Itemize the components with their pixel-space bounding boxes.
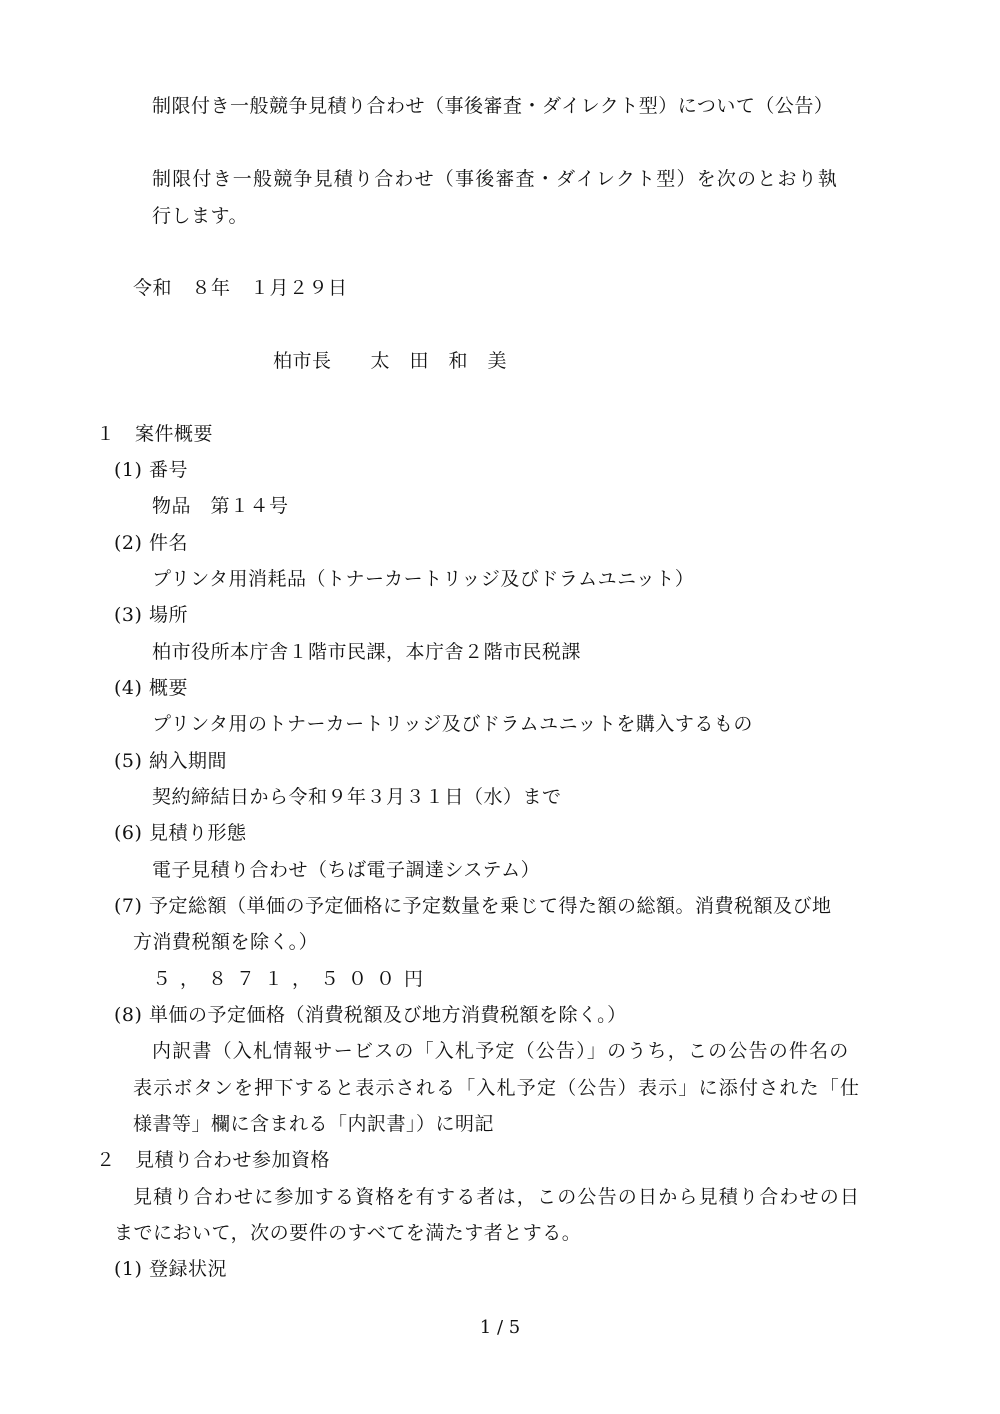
intro-line-2: 行します。	[152, 205, 248, 227]
section-2-heading: ２ 見積り合わせ参加資格	[96, 1149, 331, 1171]
page-number: 1 / 5	[479, 1317, 521, 1338]
document-title: 制限付き一般競争見積り合わせ（事後審査・ダイレクト型）について（公告）	[152, 95, 834, 117]
item-8-body-2: 表示ボタンを押下すると表示される「入札予定（公告）表示」に添付された「仕	[133, 1077, 861, 1099]
notice-date: 令和 ８年 １月２９日	[133, 277, 348, 299]
signatory: 柏市長 太 田 和 美	[273, 350, 508, 372]
item-3-label: (3) 場所	[114, 604, 188, 626]
item-6-label: (6) 見積り形態	[114, 822, 247, 844]
item-1-label: (1) 番号	[114, 459, 188, 481]
section-1-heading: １ 案件概要	[96, 423, 214, 445]
intro-line-1: 制限付き一般競争見積り合わせ（事後審査・ダイレクト型）を次のとおり執	[152, 168, 839, 190]
item-4-label: (4) 概要	[114, 677, 188, 699]
item-2-label: (2) 件名	[114, 532, 188, 554]
item-7-label: (7) 予定総額（単価の予定価格に予定数量を乗じて得た額の総額。消費税額及び地	[114, 895, 832, 917]
item-8-body-1: 内訳書（入札情報サービスの「入札予定（公告）」のうち，この公告の件名の	[152, 1040, 850, 1062]
item-5-body: 契約締結日から令和９年３月３１日（水）まで	[152, 786, 562, 808]
item-4-body: プリンタ用のトナーカートリッジ及びドラムユニットを購入するもの	[152, 713, 753, 735]
item-3-body: 柏市役所本庁舎１階市民課，本庁舎２階市民税課	[152, 641, 582, 663]
section-2-item-1-label: (1) 登録状況	[114, 1258, 227, 1280]
item-2-body: プリンタ用消耗品（トナーカートリッジ及びドラムユニット）	[152, 568, 695, 590]
item-7-label-cont: 方消費税額を除く。）	[133, 931, 319, 953]
item-5-label: (5) 納入期間	[114, 750, 227, 772]
item-8-label: (8) 単価の予定価格（消費税額及び地方消費税額を除く。）	[114, 1004, 627, 1026]
item-1-body: 物品 第１４号	[152, 495, 289, 517]
item-6-body: 電子見積り合わせ（ちば電子調達システム）	[152, 859, 541, 881]
item-7-amount: ５，８７１，５００円	[152, 968, 433, 990]
item-8-body-3: 様書等」欄に含まれる「内訳書」）に明記	[133, 1113, 495, 1135]
section-2-para-2: までにおいて，次の要件のすべてを満たす者とする。	[114, 1222, 582, 1244]
section-2-para-1: 見積り合わせに参加する資格を有する者は，この公告の日から見積り合わせの日	[133, 1186, 861, 1208]
